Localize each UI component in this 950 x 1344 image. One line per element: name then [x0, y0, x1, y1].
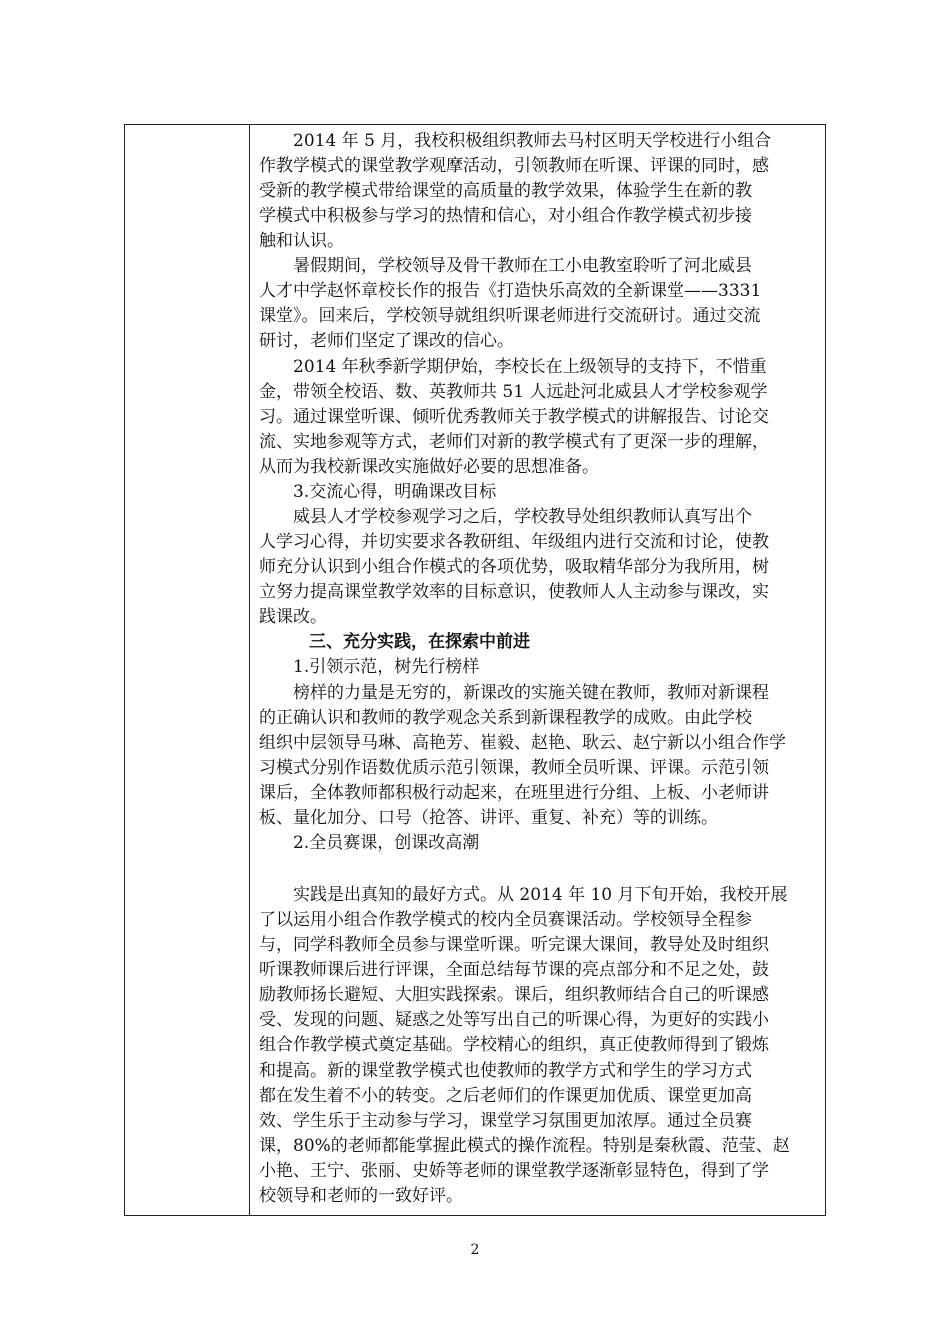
subheading: 2.全员赛课，创课改高潮 — [293, 833, 480, 854]
text-line: 了以运用小组合作教学模式的校内全员赛课活动。学校领导全程参 — [259, 910, 752, 931]
column-divider — [249, 125, 250, 1215]
text-line: 从而为我校新课改实施做好必要的思想准备。 — [259, 456, 599, 477]
text-line: 研讨，老师们坚定了课改的信心。 — [259, 331, 514, 352]
text-line: 践课改。 — [259, 607, 327, 628]
text-line: 实践是出真知的最好方式。从 2014 年 10 月下旬开始，我校开展 — [293, 884, 788, 905]
text-line: 人才中学赵怀章校长作的报告《打造快乐高效的全新课堂——3331 — [259, 281, 762, 302]
text-line: 组织中层领导马琳、高艳芳、崔毅、赵艳、耿云、赵宁新以小组合作学 — [259, 732, 786, 753]
text-line: 师充分认识到小组合作模式的各项优势，吸取精华部分为我所用，树 — [259, 557, 769, 578]
text-line: 课堂》。回来后，学校领导就组织听课老师进行交流研讨。通过交流 — [259, 306, 761, 327]
text-line: 习。通过课堂听课、倾听优秀教师关于教学模式的讲解报告、讨论交 — [259, 406, 769, 427]
text-line: 励教师扬长避短、大胆实践探索。课后，组织教师结合自己的听课感 — [259, 985, 769, 1006]
text-line: 威县人才学校参观学习之后，学校教导处组织教师认真写出个 — [293, 506, 752, 527]
text-line: 习模式分别作语数优质示范引领课，教师全员听课、评课。示范引领 — [259, 757, 769, 778]
text-line: 2014 年 5 月，我校积极组织教师去马村区明天学校进行小组合 — [293, 130, 772, 151]
text-line: 听课教师课后进行评课，全面总结每节课的亮点部分和不足之处，鼓 — [259, 960, 769, 981]
text-line: 学模式中积极参与学习的热情和信心，对小组合作教学模式初步接 — [259, 206, 752, 227]
text-line: 流、实地参观等方式，老师们对新的教学模式有了更深一步的理解， — [259, 431, 769, 452]
subheading: 1.引领示范，树先行榜样 — [293, 657, 480, 678]
text-line: 立努力提高课堂教学效率的目标意识，使教师人人主动参与课改，实 — [259, 582, 769, 603]
text-line: 小艳、王宁、张丽、史娇等老师的课堂教学逐渐彰显特色，得到了学 — [259, 1160, 769, 1181]
text-line: 与，同学科教师全员参与课堂听课。听完课大课间，教导处及时组织 — [259, 935, 769, 956]
text-line: 作教学模式的课堂教学观摩活动，引领教师在听课、评课的同时，感 — [259, 155, 769, 176]
content-table — [124, 124, 826, 1216]
subheading: 3.交流心得，明确课改目标 — [293, 481, 497, 502]
text-line: 和提高。新的课堂教学模式也使教师的教学方式和学生的学习方式 — [259, 1060, 752, 1081]
section-heading: 三、充分实践，在探索中前进 — [309, 632, 530, 653]
text-line: 组合作教学模式奠定基础。学校精心的组织，真正使教师得到了锻炼 — [259, 1035, 769, 1056]
text-line: 2014 年秋季新学期伊始，李校长在上级领导的支持下，不惜重 — [293, 356, 767, 377]
text-line: 课后，全体教师都积极行动起来，在班里进行分组、上板、小老师讲 — [259, 782, 769, 803]
text-line: 校领导和老师的一致好评。 — [259, 1185, 463, 1206]
text-line: 课，80%的老师都能掌握此模式的操作流程。特别是秦秋霞、范莹、赵 — [259, 1135, 790, 1156]
text-line: 效、学生乐于主动参与学习，课堂学习氛围更加浓厚。通过全员赛 — [259, 1110, 752, 1131]
text-line: 触和认识。 — [259, 231, 344, 252]
page-number: 2 — [470, 1242, 480, 1258]
text-line: 板、量化加分、口号（抢答、讲评、重复、补充）等的训练。 — [259, 807, 718, 828]
text-line: 都在发生着不小的转变。之后老师们的作课更加优质、课堂更加高 — [259, 1085, 752, 1106]
text-line: 受新的教学模式带给课堂的高质量的教学效果，体验学生在新的教 — [259, 180, 752, 201]
text-line: 榜样的力量是无穷的，新课改的实施关键在教师，教师对新课程 — [293, 682, 769, 703]
text-line: 人学习心得，并切实要求各教研组、年级组内进行交流和讨论，使教 — [259, 532, 769, 553]
text-line: 受、发现的问题、疑惑之处等写出自己的听课心得，为更好的实践小 — [259, 1010, 769, 1031]
text-line: 金，带领全校语、数、英教师共 51 人远赴河北威县人才学校参观学 — [259, 381, 768, 402]
text-line: 的正确认识和教师的教学观念关系到新课程教学的成败。由此学校 — [259, 707, 752, 728]
text-line: 暑假期间，学校领导及骨干教师在工小电教室聆听了河北威县 — [293, 256, 752, 277]
